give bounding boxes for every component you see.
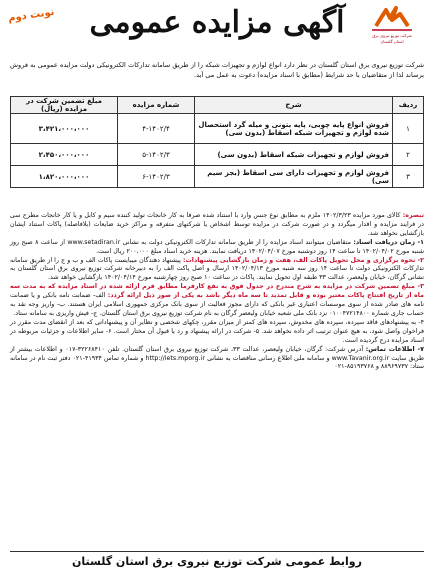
row-tender-number: ۵-۱۴۰۲/۳ [118,144,195,166]
contact-text: آدرس شرکت: گرگان، خیابان ولیعصر، عدالت ۳۳، شرکت توزیع نیروی برق استان گلستان. تلفن ۳۲۲۶۸۴۱۰-۰۱۷ و اطلاعات بیشتر از طریق سایت www.Tavanir.org.ir و سامانه ملی اطلاع رسانی مناقصات به نشانی http://iets.mporg.ir و شماره تماس ۴۱۹۳۴-۰۲۱ دفتر ثبت نام در سامانه ستاد: ۸۸۹۶۹۷۳۷ و ۸۵۱۹۳۷۶۸-۰۲۱ [10,345,424,371]
documents-label: ۱- زمان دریافت اسناد: [353,238,424,246]
row-deposit: ۳،۴۲۱،۰۰۰،۰۰۰ [11,114,118,144]
intro-paragraph: شرکت توزیع نیروی برق استان گلستان در نظر دارد انواع لوازم و تجهیزات شبکه را از طریق سامانه تدارکات الکترونیکی دولت مزایده عمومی به فروش برساند لذا از متقاضیان با حد شرایط (مطابق با اسناد مزایده) دعوت به عمل می آید. [10,61,424,79]
row-tender-number: ۶-۱۴۰۲/۳ [118,166,195,188]
table-row [11,114,424,144]
guarantee-paragraph [10,283,424,319]
row-deposit: ۲،۴۵۰،۰۰۰،۰۰۰ [11,144,118,166]
col-header-tender-number: شماره مزایده [118,97,195,114]
notice-body [10,212,424,372]
guarantee-label: ۳- مبلغ تضمین شرکت در مزایده به شرح مندرج در جدول فوق به نفع کارفرما مطابق فرم ارائه شده در اسناد مزایده که به مدت سه ماه از تاریخ افتتاح پاکات معتبر بوده و قابل تمدید تا سه ماه دیگر باشد به یکی از صور ذیل ارائه گردد: [10,283,424,300]
row-number: ۳ [393,166,424,188]
submission-text: پیشنهاد دهندگان میبایست پاکات الف و ب و ج را از طریق سامانه تدارکات الکترونیکی دولت تا ساعت ۱۴ روز سه شنبه مورخ ۱۴۰۲/۰۴/۱۳ ارسال و اصل پاکت الف را به دبیرخانه شرکت توزیع نیروی برق استان گلستان به نشانی گرگان، خیابان ولیعصر، عدالت ۳۳ طبقه اول تحویل نمایند. پاکات در ساعت ۱۰ صبح روز چهارشنبه مورخ ۱۴۰۲/۰۴/۱۴ بازگشایی خواهد شد. [10,256,424,282]
documents-paragraph [10,239,424,257]
row-number: ۲ [393,144,424,166]
table-header-row [11,97,424,114]
logo-caption-line2: استان گلستان [380,39,404,44]
contact-paragraph [10,346,424,373]
public-relations-footer: روابط عمومی شرکت توزیع نیروی برق استان گلستان [10,551,424,572]
documents-text: متقاضیان میتوانند اسناد مزایده را از طریق سامانه تدارکات الکترونیکی دولت به نشانی www.setadiran.ir از ساعت ۸ صبح روز شنبه مورخ ۱۴۰۲/۰۴/۰۲ تا ساعت ۱۴ روز دوشنبه مورخ ۱۴۰۲/۰۴/۰۷ دریافت نمایند. هزینه خرید اسناد مبلغ ۲۰۰،۰۰۰ ریال است. [10,238,424,255]
row-description: فروش لوازم و تجهیزات شبکه اسقاط (بدون سی) [195,144,393,166]
submission-label: ۲- نحوه برگزاری و محل تحویل پاکات الف، هفت و زمان بازگشایی پیشنهادات: [182,256,424,264]
col-header-deposit: مبلغ تضمین شرکت در مزایده (ریال) [11,97,118,114]
submission-paragraph [10,257,424,284]
col-header-description: شرح [195,97,393,114]
notice-title: آگهی مزایده عمومی [89,5,345,40]
col-header-row-num: ردیف [393,97,424,114]
row-tender-number: ۴-۱۴۰۲/۴ [118,114,195,144]
row-description: فروش لوازم و تجهیزات دارای سی اسقاط (بجز سیم سی) [195,166,393,188]
round-badge: نوبت دوم [7,6,56,25]
logo-caption-line1: شرکت توزیع نیروی برق [372,33,412,38]
note-text: کالای مورد مزایده ۱۴۰۲/۳/۲۳ ملزم به مطابق نوع جنس وارد با استناد شده صرفا به کار خانجات تولید کننده سیم و کابل و یا کار خانجات مطرح سی در فرایند مزایده و اقدار میگردد و در صورت شرکت در مزایده توسط اشخاص یا شرکتهای متفرقه و مراکز خرید ضایعات (بلافاصله) پاکات استناد ایشان بازگشایی نخواهد شد. [10,212,424,237]
row-number: ۱ [393,114,424,144]
row-deposit: ۱،۸۲۰،۰۰۰،۰۰۰ [11,166,118,188]
table-row [11,166,424,188]
row-description: فروش انواع پایه چوبی، پایه بتونی و میله گرد استحصال شده لوازم و تجهیزات شبکه اسقاط (بدون سی) [195,114,393,144]
contact-label: ۷- اطلاعات تماس: [365,345,424,353]
conditions-paragraph: ۴- به پیشنهادهای فاقد سپرده، سپرده های مخدوش، سپرده های کمتر از میزان مقرر، چکهای شخصی و نظایر آن و پیشنهاداتی که بعد از انقضای مدت مقرر در فراخوان واصل شود، به هیچ عنوان ترتیب اثر داده نخواهد شد. ۵- شرکت در ارائه پیشنهاد و رد یا قبول آن مختار است. ۶- سایر اطلاعات و جزئیات مربوطه در اسناد مزایده درج گردیده است. [10,318,424,344]
guarantee-text: الف- ضمانت نامه بانکی و یا ضمانت نامه های صادر شده از سوی موسسات اعتباری غیر بانکی که دارای مجوز فعالیت از سوی بانک مرکزی جمهوری اسلامی ایران هستند. ب- واریز وجه نقد به حساب جاری شماره ۰۱۰۰۴۷۲۱۴۸۰۰ نزد بانک ملی شعبه خیابان ولیعصر گرگان به نام شرکت توزیع نیروی برق استان گلستان. ج- فیش واریزی به سامانه ستاد. [10,292,424,317]
table-row [11,144,424,166]
header [0,0,434,52]
note-label: تبصره: [402,212,424,219]
note-paragraph [10,212,424,239]
tender-items-table [10,96,424,188]
